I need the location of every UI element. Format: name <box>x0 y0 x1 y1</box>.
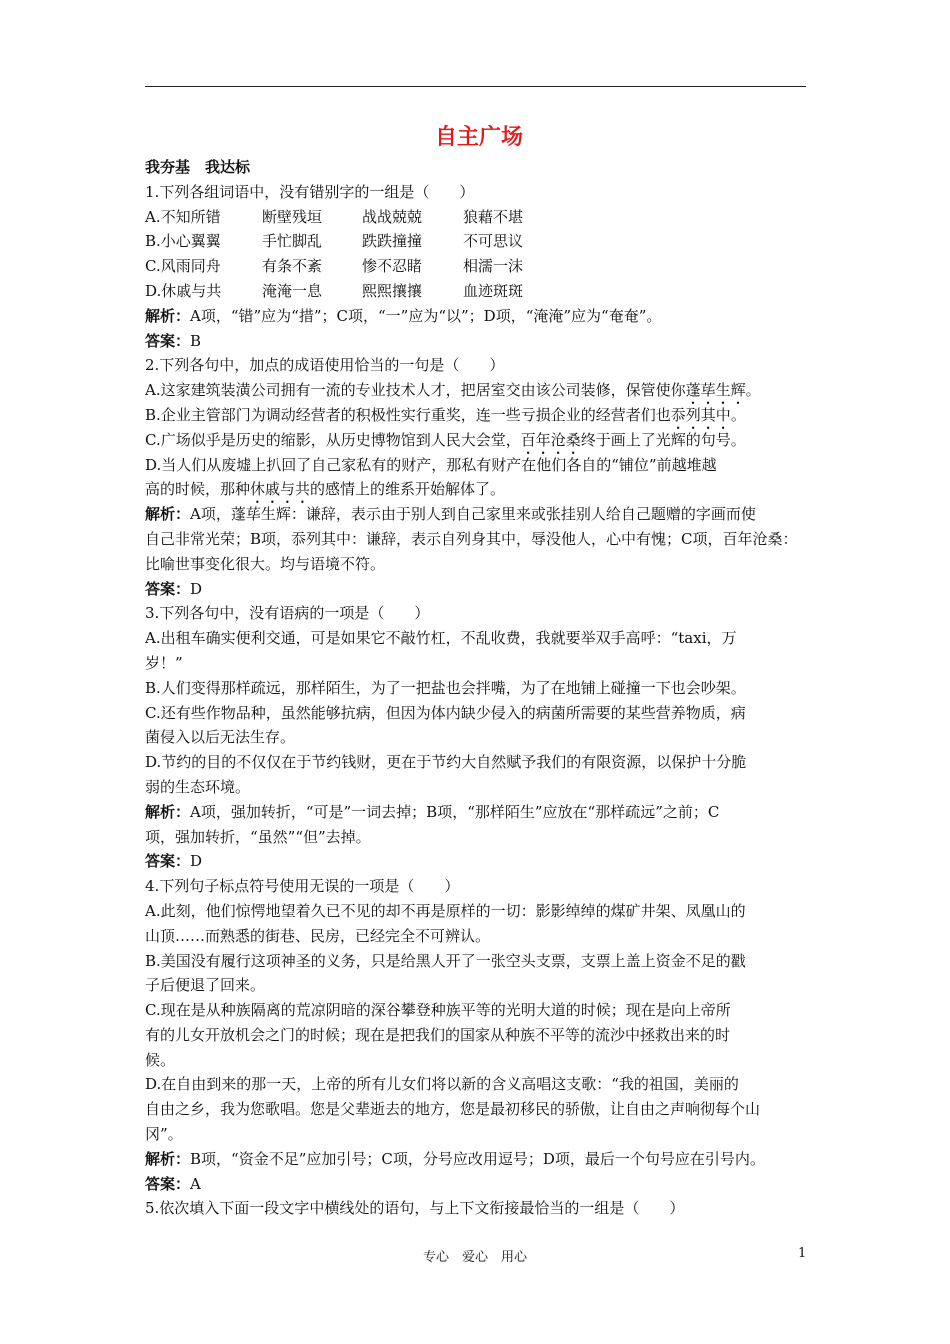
page-title: 自主广场 <box>434 125 523 150</box>
q1-a-word-4: 狼藉不堪 <box>463 207 524 226</box>
q1-d-word-1: D.休戚与共 <box>145 281 222 300</box>
q2-option-d-line1: D.当人们从废墟上扒回了自己家私有的财产，那私有财产在他们各自的“铺位”前越堆越 <box>145 455 717 474</box>
q2-analysis-line3: 比喻世事变化很大。均与语境不符。 <box>145 554 386 573</box>
q1-b-word-4: 不可思议 <box>463 232 524 251</box>
q3-line: C.还有些作物品种，虽然能够抗病，但因为体内缺少侵入的病菌所需要的某些营养物质，病 <box>145 703 746 722</box>
header-rule <box>145 86 806 87</box>
q1-option-b <box>145 229 813 254</box>
q2-b-dotted-idiom: 忝列其中 <box>670 405 731 424</box>
q3-line: B.人们变得那样疏远，那样陌生，为了一把盐也会拌嘴，为了在地铺上碰撞一下也会吵架。 <box>145 678 746 697</box>
q4-line: C.现在是从种族隔离的荒凉阴暗的深谷攀登种族平等的光明大道的时候；现在是向上帝所 <box>145 1001 731 1020</box>
q2-d-tail: 的感情上的维系开始解体了。 <box>310 480 506 499</box>
q4-line: 候。 <box>145 1050 176 1069</box>
answer-label: 答案： <box>145 852 191 871</box>
analysis-label: 解析： <box>145 306 191 325</box>
q1-c-word-1: C.风雨同舟 <box>145 257 221 276</box>
q1-option-a <box>145 205 813 230</box>
q2-d-text: 高的时候，那种 <box>145 480 251 499</box>
q2-analysis-line2: 自己非常光荣；B项，忝列其中：谦辞，表示自列身其中，辱没他人，心中有愧；C项，百年沧桑： <box>145 529 798 548</box>
q2-a-tail: 。 <box>745 381 761 400</box>
answer-label: 答案： <box>145 331 191 350</box>
q2-c-tail: 终于画上了光辉的句号。 <box>580 430 746 449</box>
q1-b-word-2: 手忙脚乱 <box>262 232 323 251</box>
q2-stem: 2.下列各句中，加点的成语使用恰当的一句是（ ） <box>145 356 505 375</box>
q3-line: 弱的生态环境。 <box>145 777 251 796</box>
q2-a-dotted-idiom: 蓬荜生辉 <box>685 381 746 400</box>
q4-line: 冈”。 <box>145 1125 183 1144</box>
answer-value: A <box>190 1174 201 1193</box>
q3-analysis-line2: 项，强加转折，“虽然”“但”去掉。 <box>145 827 371 846</box>
q1-answer <box>145 329 813 354</box>
q1-c-word-3: 惨不忍睹 <box>362 257 423 276</box>
q2-c-dotted-idiom: 百年沧桑 <box>520 430 581 449</box>
q1-d-word-3: 熙熙攘攘 <box>362 281 423 300</box>
q2-option-d-line2 <box>145 477 813 502</box>
q2-answer <box>145 577 813 602</box>
analysis-label: 解析： <box>145 802 191 821</box>
analysis-label: 解析： <box>145 505 191 524</box>
q1-option-c <box>145 254 813 279</box>
answer-value: D <box>190 852 203 871</box>
answer-value: B <box>190 331 202 350</box>
q2-option-b <box>145 403 813 428</box>
section-heading: 我夯基 我达标 <box>145 158 251 176</box>
q4-line: 自由之乡，我为您歌唱。您是父辈逝去的地方，您是最初移民的骄傲，让自由之声响彻每个山 <box>145 1100 761 1119</box>
analysis-text: A项，“错”应为“措”；C项，“一”应为“以”；D项，“淹淹”应为“奄奄”。 <box>190 306 662 325</box>
q1-c-word-2: 有条不紊 <box>262 257 323 276</box>
document-body <box>145 121 813 1221</box>
q2-b-tail: 。 <box>730 405 746 424</box>
q2-a-text: A.这家建筑装潢公司拥有一流的专业技术人才，把居室交由该公司装修，保管使你 <box>145 381 686 400</box>
q1-c-word-4: 相濡一沫 <box>463 257 524 276</box>
q1-d-word-2: 淹淹一息 <box>262 281 323 300</box>
q2-d-dotted-idiom: 休戚与共 <box>250 480 311 499</box>
q4-analysis <box>145 1147 813 1172</box>
q2-option-a <box>145 378 813 403</box>
q2-analysis-line1 <box>145 502 813 527</box>
q1-a-word-3: 战战兢兢 <box>362 207 423 226</box>
q4-line: 山顶……而熟悉的街巷、民房，已经完全不可辨认。 <box>145 926 491 945</box>
q5-stem: 5.依次填入下面一段文字中横线处的语句，与上下文衔接最恰当的一组是（ ） <box>145 1199 685 1218</box>
q1-option-d <box>145 279 813 304</box>
q4-line: A.此刻，他们惊愕地望着久已不见的却不再是原样的一切：影影绰绰的煤矿井架、凤凰山的 <box>145 901 746 920</box>
q4-line: 有的儿女开放机会之门的时候；现在是把我们的国家从种族不平等的流沙中拯救出来的时 <box>145 1025 731 1044</box>
q1-a-word-2: 断壁残垣 <box>262 207 323 226</box>
footer-motto: 专心 爱心 用心 <box>422 1250 527 1265</box>
q4-line: D.在自由到来的那一天，上帝的所有儿女们将以新的含义高唱这支歌：“我的祖国，美丽的 <box>145 1075 739 1094</box>
q1-b-word-3: 跌跌撞撞 <box>362 232 423 251</box>
q1-analysis <box>145 304 813 329</box>
analysis-label: 解析： <box>145 1149 191 1168</box>
answer-label: 答案： <box>145 1174 191 1193</box>
answer-label: 答案： <box>145 579 191 598</box>
q3-answer <box>145 849 813 874</box>
q2-b-text: B.企业主管部门为调动经营者的积极性实行重奖，连一些亏损企业的经营者们也 <box>145 405 671 424</box>
q3-line: D.节约的目的不仅仅在于节约钱财，更在于节约大自然赋予我们的有限资源，以保护十分脆 <box>145 753 747 772</box>
q4-stem: 4.下列句子标点符号使用无误的一项是（ ） <box>145 877 460 896</box>
q4-answer <box>145 1172 813 1197</box>
q3-line: A.出租车确实便利交通，可是如果它不敲竹杠，不乱收费，我就要举双手高呼：“taxi，万 <box>145 629 737 648</box>
q2-c-text: C.广场似乎是历史的缩影，从历史博物馆到人民大会堂， <box>145 430 521 449</box>
q1-d-word-4: 血迹斑斑 <box>463 281 524 300</box>
analysis-text: B项，“资金不足”应加引号；C项，分号应改用逗号；D项，最后一个句号应在引号内。 <box>190 1149 765 1168</box>
answer-value: D <box>190 579 203 598</box>
q3-line: 菌侵入以后无法生存。 <box>145 728 296 747</box>
q3-analysis-line1 <box>145 800 813 825</box>
q1-a-word-1: A.不知所错 <box>145 207 221 226</box>
q1-stem: 1.下列各组词语中，没有错别字的一组是（ ） <box>145 182 475 201</box>
q3-line: 岁！” <box>145 653 183 672</box>
page-number: 1 <box>798 1246 807 1261</box>
q2-option-c <box>145 428 813 453</box>
q4-line: B.美国没有履行这项神圣的义务，只是给黑人开了一张空头支票，支票上盖上资金不足的戳 <box>145 951 746 970</box>
q1-b-word-1: B.小心翼翼 <box>145 232 221 251</box>
analysis-text: A项，蓬荜生辉：谦辞，表示由于别人到自己家里来或张挂别人给自己题赠的字画而使 <box>190 505 756 524</box>
q3-stem: 3.下列各句中，没有语病的一项是（ ） <box>145 604 430 623</box>
q4-line: 子后便退了回来。 <box>145 976 266 995</box>
analysis-text: A项，强加转折，“可是”一词去掉；B项，“那样陌生”应放在“那样疏远”之前；C <box>190 802 720 821</box>
